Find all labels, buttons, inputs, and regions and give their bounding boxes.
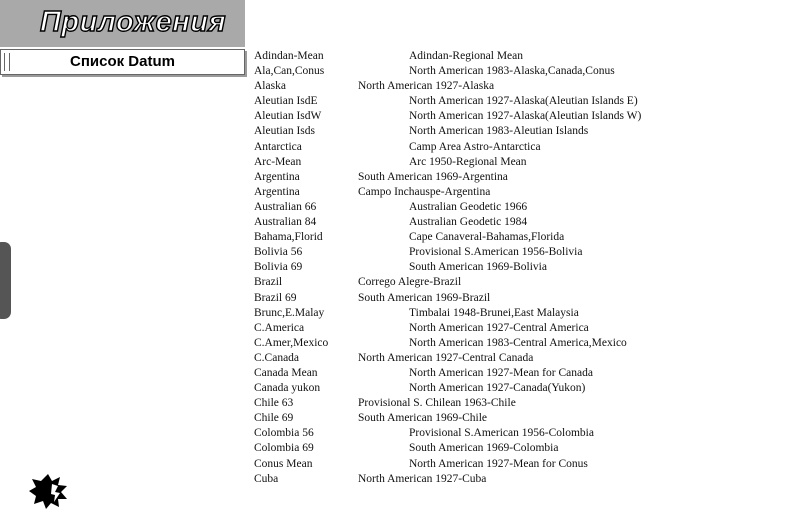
list-item: [254, 140, 794, 155]
datum-name: North American 1927-Central America: [409, 321, 589, 334]
datum-code: Bolivia 69: [254, 261, 303, 274]
list-item: [254, 79, 794, 94]
datum-code: Australian 66: [254, 200, 317, 213]
list-item: [254, 215, 794, 230]
datum-code: Argentina: [254, 185, 300, 198]
datum-code: Arc-Mean: [254, 155, 302, 168]
list-item: [254, 321, 794, 336]
datum-name: Australian Geodetic 1966: [409, 200, 528, 213]
datum-name: South American 1969-Chile: [358, 412, 488, 425]
datum-name: Timbalai 1948-Brunei,East Malaysia: [409, 306, 579, 319]
datum-code: Aleutian Isds: [254, 125, 316, 138]
list-item: [254, 291, 794, 306]
datum-name: North American 1983-Aleutian Islands: [409, 125, 589, 138]
list-item: [254, 185, 794, 200]
datum-name: South American 1969-Bolivia: [409, 261, 547, 274]
list-item: [254, 472, 794, 487]
list-item: [254, 441, 794, 456]
list-item: [254, 457, 794, 472]
datum-code: Canada yukon: [254, 382, 321, 395]
page-title: Приложения: [40, 6, 227, 38]
datum-name: North American 1927-Mean for Canada: [409, 366, 593, 379]
list-item: [254, 260, 794, 275]
list-item: [254, 109, 794, 124]
datum-name: Australian Geodetic 1984: [409, 216, 528, 229]
datum-name: Provisional S.American 1956-Colombia: [409, 427, 594, 440]
list-item: [254, 351, 794, 366]
list-item: [254, 64, 794, 79]
datum-code: Canada Mean: [254, 366, 318, 379]
list-item: [254, 124, 794, 139]
datum-name: Adindan-Regional Mean: [409, 50, 524, 62]
datum-name: South American 1969-Argentina: [358, 170, 508, 183]
datum-name: Campo Inchauspe-Argentina: [358, 185, 491, 198]
list-item: [254, 306, 794, 321]
datum-name: North American 1927-Alaska(Aleutian Islands W): [409, 110, 642, 123]
list-item: [254, 366, 794, 381]
datum-code: Colombia 56: [254, 427, 314, 440]
datum-name: North American 1927-Canada(Yukon): [409, 382, 586, 395]
datum-name: Corrego Alegre-Brazil: [358, 276, 462, 289]
datum-code: Adindan-Mean: [254, 50, 324, 62]
datum-code: Brazil: [254, 276, 283, 289]
datum-name: North American 1983-Central America,Mexico: [409, 336, 627, 349]
datum-code: Ala,Can,Conus: [254, 65, 325, 78]
datum-list: [254, 49, 794, 487]
list-item: [254, 155, 794, 170]
datum-code: C.Amer,Mexico: [254, 336, 329, 349]
datum-name: North American 1927-Alaska: [358, 80, 495, 93]
list-item: [254, 200, 794, 215]
list-item: [254, 230, 794, 245]
side-tab-marker: [0, 242, 11, 319]
datum-name: Provisional S. Chilean 1963-Chile: [358, 397, 516, 410]
datum-name: Camp Area Astro-Antarctica: [409, 140, 541, 153]
datum-code: Brazil 69: [254, 291, 297, 304]
datum-code: C.Canada: [254, 351, 300, 364]
datum-code: Colombia 69: [254, 442, 314, 455]
datum-name: North American 1927-Alaska(Aleutian Islands E): [409, 95, 638, 108]
datum-code: Argentina: [254, 170, 300, 183]
datum-name: South American 1969-Colombia: [409, 442, 559, 455]
list-item: [254, 94, 794, 109]
list-item: [254, 275, 794, 290]
datum-code: Cuba: [254, 472, 279, 485]
datum-name: North American 1983-Alaska,Canada,Conus: [409, 65, 615, 78]
datum-name: South American 1969-Brazil: [358, 291, 491, 304]
datum-name: Provisional S.American 1956-Bolivia: [409, 246, 583, 259]
datum-code: Antarctica: [254, 140, 302, 153]
section-label: Список Datum: [70, 53, 175, 70]
datum-name: North American 1927-Mean for Conus: [409, 457, 588, 470]
section-heading: [0, 49, 245, 75]
list-item: [254, 426, 794, 441]
list-item: [254, 396, 794, 411]
datum-code: Chile 63: [254, 397, 294, 410]
starburst-badge-icon: [28, 472, 70, 510]
datum-name: Arc 1950-Regional Mean: [409, 155, 527, 168]
datum-name: North American 1927-Cuba: [358, 472, 487, 485]
list-item: [254, 381, 794, 396]
datum-code: Aleutian IsdW: [254, 110, 322, 123]
datum-code: Alaska: [254, 80, 286, 93]
datum-code: Australian 84: [254, 216, 317, 229]
datum-code: C.America: [254, 321, 305, 334]
list-item: [254, 336, 794, 351]
datum-name: North American 1927-Central Canada: [358, 351, 534, 364]
datum-code: Bahama,Florid: [254, 231, 323, 244]
list-item: [254, 49, 794, 64]
datum-name: Cape Canaveral-Bahamas,Florida: [409, 231, 565, 244]
datum-code: Chile 69: [254, 412, 294, 425]
datum-code: Bolivia 56: [254, 246, 303, 259]
list-item: [254, 170, 794, 185]
datum-code: Brunc,E.Malay: [254, 306, 325, 319]
datum-code: Aleutian IsdE: [254, 95, 318, 108]
datum-code: Conus Mean: [254, 457, 313, 470]
list-item: [254, 245, 794, 260]
list-item: [254, 411, 794, 426]
page-header: [0, 0, 245, 47]
